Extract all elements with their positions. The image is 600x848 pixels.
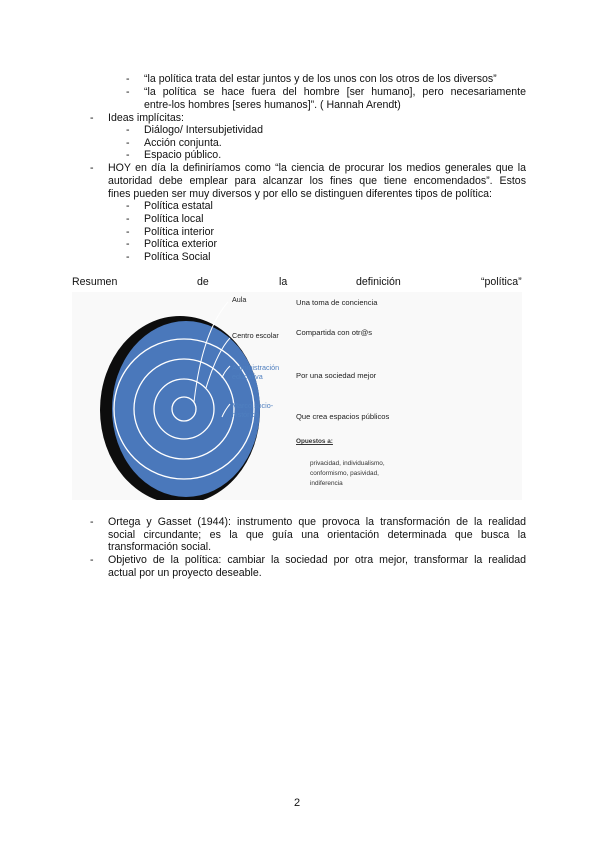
- right-label: Una toma de conciencia: [296, 298, 378, 307]
- ring-label-centro: Centro escolar: [232, 331, 279, 340]
- dash-marker: -: [126, 86, 130, 98]
- concentric-circles-graphic: [72, 292, 522, 500]
- objetivo-line: actual por un proyecto deseable.: [108, 567, 262, 579]
- dash-marker: -: [126, 213, 130, 225]
- idea-item: Espacio público.: [144, 149, 222, 161]
- resumen-word: de: [197, 276, 209, 288]
- dash-marker: -: [126, 238, 130, 250]
- ring-label-aula: Aula: [232, 295, 247, 304]
- dash-marker: -: [126, 251, 130, 263]
- policy-type: Política exterior: [144, 238, 218, 250]
- dash-marker: -: [126, 137, 130, 149]
- hoy-line: HOY en día la definiríamos como “la ciencia de procurar los medios generales que la: [108, 162, 526, 174]
- ring-label-administracion: Administración: [232, 363, 280, 372]
- dash-marker: -: [90, 162, 94, 174]
- ortega-line: transformación social.: [108, 541, 212, 553]
- policy-type: Política interior: [144, 226, 215, 238]
- dash-marker: -: [126, 226, 130, 238]
- policy-type: Política estatal: [144, 200, 213, 212]
- politics-diagram: [72, 292, 522, 500]
- ortega-line: social circundante; es la que guía una orientación determinada que busca la: [108, 529, 526, 541]
- opuestos-line: indiferencia: [310, 480, 343, 487]
- dash-marker: -: [126, 149, 130, 161]
- right-label: Que crea espacios públicos: [296, 412, 390, 421]
- quote-line: “la política trata del estar juntos y de los unos con los otros de los diversos”: [144, 73, 497, 85]
- ring-label-administracion: educativa: [232, 372, 263, 381]
- quote-line: “la política se hace fuera del hombre [ser humano], pero necesariamente: [144, 86, 526, 98]
- resumen-word: la: [279, 276, 288, 288]
- right-label: Por una sociedad mejor: [296, 371, 377, 380]
- ortega-line: Ortega y Gasset (1944): instrumento que provoca la transformación de la realidad: [108, 516, 526, 528]
- dash-marker: -: [90, 554, 94, 566]
- policy-type: Política local: [144, 213, 204, 225]
- resumen-word: “política”: [481, 276, 522, 288]
- objetivo-line: Objetivo de la política: cambiar la sociedad por otra mejor, transformar la realidad: [108, 554, 526, 566]
- ring-label-marco: histórico: [232, 410, 259, 419]
- opuestos-title: Opuestos a:: [296, 438, 333, 445]
- dash-marker: -: [126, 124, 130, 136]
- page-number: 2: [294, 797, 301, 809]
- resumen-word: Resumen: [72, 276, 118, 288]
- dash-marker: -: [90, 112, 94, 124]
- hoy-line: autoridad debe emplear para alcanzar los fines que tiene encomendados”. Estos: [108, 175, 526, 187]
- right-label: Compartida con otr@s: [296, 328, 373, 337]
- hoy-line: fines pueden ser muy diversos y por ello se distinguen diferentes tipos de política:: [108, 188, 492, 200]
- idea-item: Diálogo/ Intersubjetividad: [144, 124, 263, 136]
- opuestos-line: conformismo, pasividad,: [310, 470, 379, 477]
- resumen-word: definición: [356, 276, 401, 288]
- dash-marker: -: [126, 73, 130, 85]
- ideas-heading: Ideas implícitas:: [108, 112, 184, 124]
- policy-type: Política Social: [144, 251, 211, 263]
- idea-item: Acción conjunta.: [144, 137, 222, 149]
- dash-marker: -: [90, 516, 94, 528]
- quote-line: entre-los hombres [seres humanos]”. ( Hannah Arendt): [144, 99, 401, 111]
- ring-label-marco: Marco socio-: [232, 401, 274, 410]
- opuestos-line: privacidad, individualismo,: [310, 460, 385, 467]
- dash-marker: -: [126, 200, 130, 212]
